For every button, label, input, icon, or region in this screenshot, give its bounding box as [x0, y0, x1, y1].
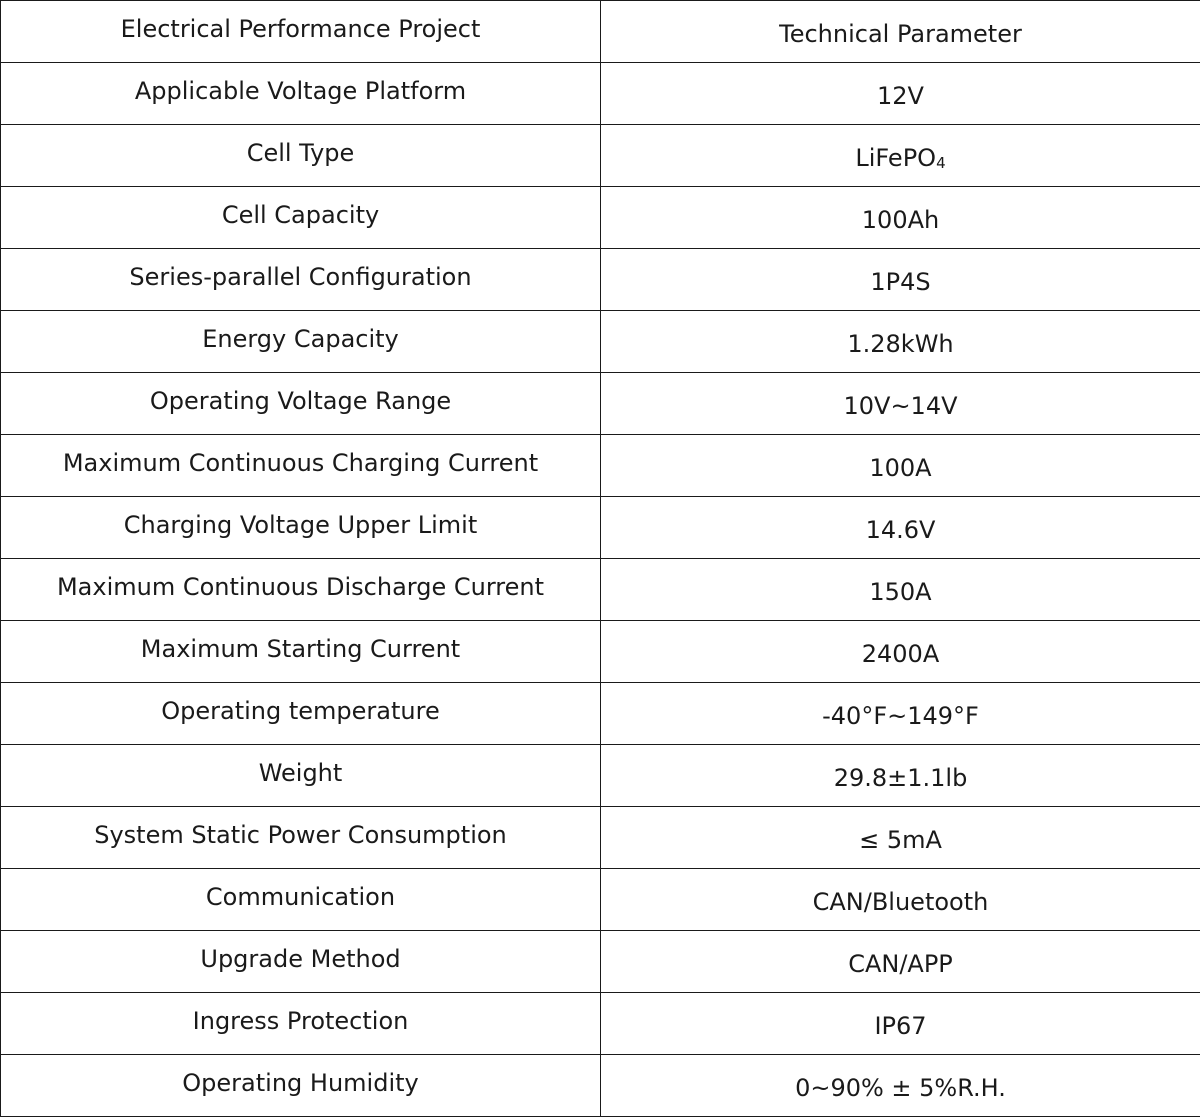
row-parameter: -40°F~149°F: [601, 683, 1200, 745]
row-parameter: 12V: [601, 63, 1200, 125]
row-parameter: [601, 125, 1200, 187]
row-parameter: 100A: [601, 435, 1200, 497]
table-row: [1, 745, 1200, 807]
table-row: [1, 311, 1200, 373]
row-project: Cell Type: [1, 125, 601, 187]
row-parameter: ≤ 5mA: [601, 807, 1200, 869]
row-project: Maximum Continuous Discharge Current: [1, 559, 601, 621]
row-project: Operating temperature: [1, 683, 601, 745]
table-row: [1, 993, 1200, 1055]
row-project: System Static Power Consumption: [1, 807, 601, 869]
table-row: [1, 63, 1200, 125]
table-row: [1, 869, 1200, 931]
table-row: [1, 187, 1200, 249]
row-project: Series-parallel Configuration: [1, 249, 601, 311]
row-parameter: 10V~14V: [601, 373, 1200, 435]
row-parameter: 14.6V: [601, 497, 1200, 559]
cell-type-base: LiFePO: [855, 144, 936, 172]
row-parameter: 2400A: [601, 621, 1200, 683]
row-project: Weight: [1, 745, 601, 807]
table-row: [1, 373, 1200, 435]
header-project: Electrical Performance Project: [1, 1, 601, 63]
table-row: [1, 621, 1200, 683]
table-row: [1, 435, 1200, 497]
header-parameter: Technical Parameter: [601, 1, 1200, 63]
row-parameter: 100Ah: [601, 187, 1200, 249]
row-project: Operating Humidity: [1, 1055, 601, 1117]
row-parameter: IP67: [601, 993, 1200, 1055]
cell-type-subscript: 4: [936, 154, 946, 172]
row-project: Ingress Protection: [1, 993, 601, 1055]
row-project: Applicable Voltage Platform: [1, 63, 601, 125]
row-project: Maximum Continuous Charging Current: [1, 435, 601, 497]
table-header-row: [1, 1, 1200, 63]
row-parameter: CAN/APP: [601, 931, 1200, 993]
table-row: [1, 497, 1200, 559]
table-row: [1, 931, 1200, 993]
row-parameter: 150A: [601, 559, 1200, 621]
row-project: Cell Capacity: [1, 187, 601, 249]
table-row: [1, 1055, 1200, 1117]
table-row: [1, 125, 1200, 187]
row-parameter: 1P4S: [601, 249, 1200, 311]
row-parameter: 1.28kWh: [601, 311, 1200, 373]
table-row: [1, 683, 1200, 745]
table-row: [1, 807, 1200, 869]
row-parameter: CAN/Bluetooth: [601, 869, 1200, 931]
row-project: Charging Voltage Upper Limit: [1, 497, 601, 559]
row-parameter: 0~90% ± 5%R.H.: [601, 1055, 1200, 1117]
row-project: Maximum Starting Current: [1, 621, 601, 683]
row-parameter: 29.8±1.1lb: [601, 745, 1200, 807]
row-project: Energy Capacity: [1, 311, 601, 373]
row-project: Upgrade Method: [1, 931, 601, 993]
table-row: [1, 559, 1200, 621]
table-row: [1, 249, 1200, 311]
row-project: Communication: [1, 869, 601, 931]
row-project: Operating Voltage Range: [1, 373, 601, 435]
